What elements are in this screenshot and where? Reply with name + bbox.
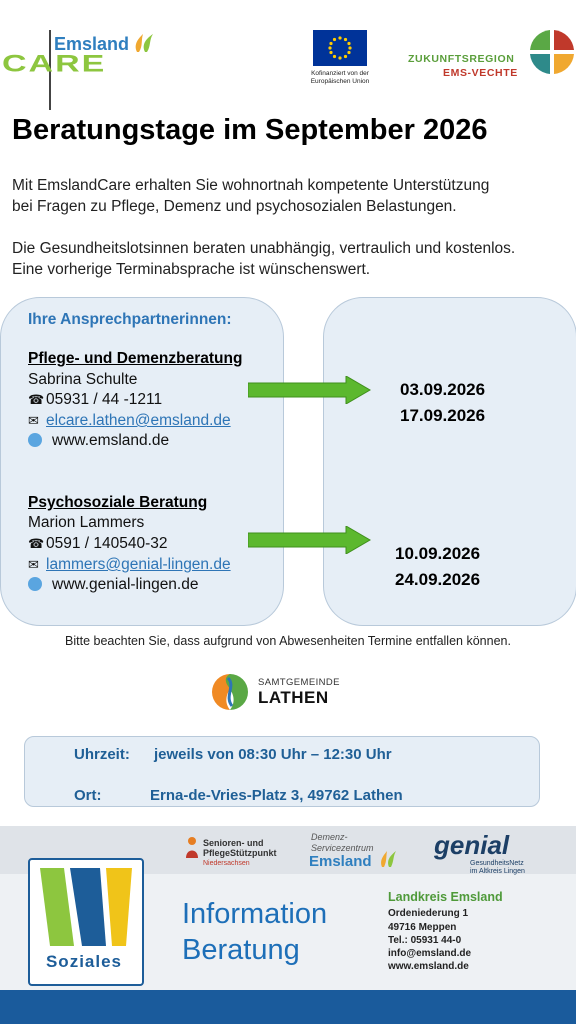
samtgemeinde-logo-icon: [210, 672, 250, 712]
psycho-name: Marion Lammers: [28, 514, 145, 531]
intro-text: Mit EmslandCare erhalten Sie wohnortnah kompetente Unterstützung bei Fragen zu Pflege, Demenz und psychosozialen Belastungen. Die Gesundheitslotsinnen beraten unabhängig, vertraulich und kostenlos. Eine vorherige Terminabsprache ist wünschenswert.: [12, 177, 516, 278]
servicezentrum-label: Servicezentrum: [311, 843, 374, 853]
psycho-phone-row: ☎ 0591 / 140540-32: [28, 535, 168, 552]
psycho-email-row: [28, 556, 231, 574]
phone-icon: ☎: [28, 392, 45, 407]
globe-icon: [28, 577, 42, 591]
demenz-label: Demenz-: [311, 832, 348, 842]
psycho-web: www.genial-lingen.de: [52, 576, 199, 593]
emslandcare-logo-care: CARE: [2, 50, 107, 78]
eu-cofinance-caption: Kofinanziert von der Europäischen Union: [310, 70, 370, 85]
pflege-name: Sabrina Schulte: [28, 371, 138, 388]
genial-subtitle: GesundheitsNetz im Altkreis Lingen: [470, 860, 525, 875]
landkreis-title: Landkreis Emsland: [388, 890, 503, 904]
phone-icon: ☎: [28, 536, 45, 551]
pflegestuetzpunkt-icon: [184, 836, 200, 858]
footer-blue-band: [0, 990, 576, 1024]
zukunftsregion-title: ZUKUNFTSREGION: [408, 53, 515, 65]
contacts-heading: Ihre Ansprechpartnerinnen:: [28, 311, 232, 328]
pflege-phone-row: ☎ 05931 / 44 -1211: [28, 391, 163, 408]
pflege-web-row: [28, 432, 169, 450]
lathen-label: LATHEN: [258, 688, 329, 707]
landkreis-phone: Tel.: 05931 44-0: [388, 935, 462, 946]
landkreis-email: info@emsland.de: [388, 948, 472, 959]
genial-logo: genial: [434, 830, 510, 860]
arrow-right-icon: [248, 526, 372, 554]
emslandcare-logo-word: Emsland: [54, 34, 130, 54]
emsland-wave-icon: [378, 850, 398, 868]
place-label: Ort:: [74, 787, 102, 804]
time-value: jeweils von 08:30 Uhr – 12:30 Uhr: [154, 746, 392, 763]
mail-icon: ✉: [28, 557, 39, 572]
information-label: Information: [182, 898, 328, 930]
psycho-web-row: [28, 576, 198, 594]
zukunftsregion-subtitle: EMS-VECHTE: [443, 67, 518, 79]
globe-icon: [28, 433, 42, 447]
samtgemeinde-label: SAMTGEMEINDE: [258, 677, 340, 688]
absence-note: Bitte beachten Sie, dass aufgrund von Abwesenheiten Termine entfallen können.: [65, 634, 511, 648]
landkreis-address-line: Ordeniederung 1: [388, 908, 469, 919]
landkreis-address-line: 49716 Meppen: [388, 922, 457, 933]
landkreis-web: www.emsland.de: [388, 961, 469, 972]
soziales-stripes-icon: [30, 860, 142, 950]
pflege-email-link[interactable]: elcare.lathen@emsland.de: [46, 412, 231, 429]
arrow-right-icon: [248, 376, 372, 404]
emsland-wave-icon: [131, 32, 157, 54]
page-title: Beratungstage im September 2026: [12, 114, 488, 146]
pflege-web: www.emsland.de: [52, 432, 170, 449]
psycho-date-2: 24.09.2026: [395, 570, 481, 589]
pflege-date-1: 03.09.2026: [400, 380, 486, 399]
psycho-email-link[interactable]: lammers@genial-lingen.de: [46, 556, 231, 573]
zukunftsregion-mark-icon: [528, 28, 576, 76]
place-value: Erna-de-Vries-Platz 3, 49762 Lathen: [150, 787, 403, 804]
pflege-email-row: [28, 412, 231, 430]
pflege-date-2: 17.09.2026: [400, 406, 486, 425]
time-label: Uhrzeit:: [74, 746, 130, 763]
soziales-label: Soziales: [45, 952, 123, 971]
psycho-title: Psychosoziale Beratung: [28, 494, 208, 511]
psycho-date-1: 10.09.2026: [395, 544, 481, 563]
pflegestuetzpunkt-logo-text: Senioren- und PflegeStützpunkt: [203, 838, 277, 858]
demenz-emsland-label: Emsland: [309, 853, 372, 870]
beratung-label: Beratung: [182, 934, 300, 966]
pflege-title: Pflege- und Demenzberatung: [28, 350, 243, 367]
eu-flag-icon: [313, 30, 367, 66]
pflegestuetzpunkt-sub: Niedersachsen: [203, 860, 250, 867]
mail-icon: ✉: [28, 413, 39, 428]
